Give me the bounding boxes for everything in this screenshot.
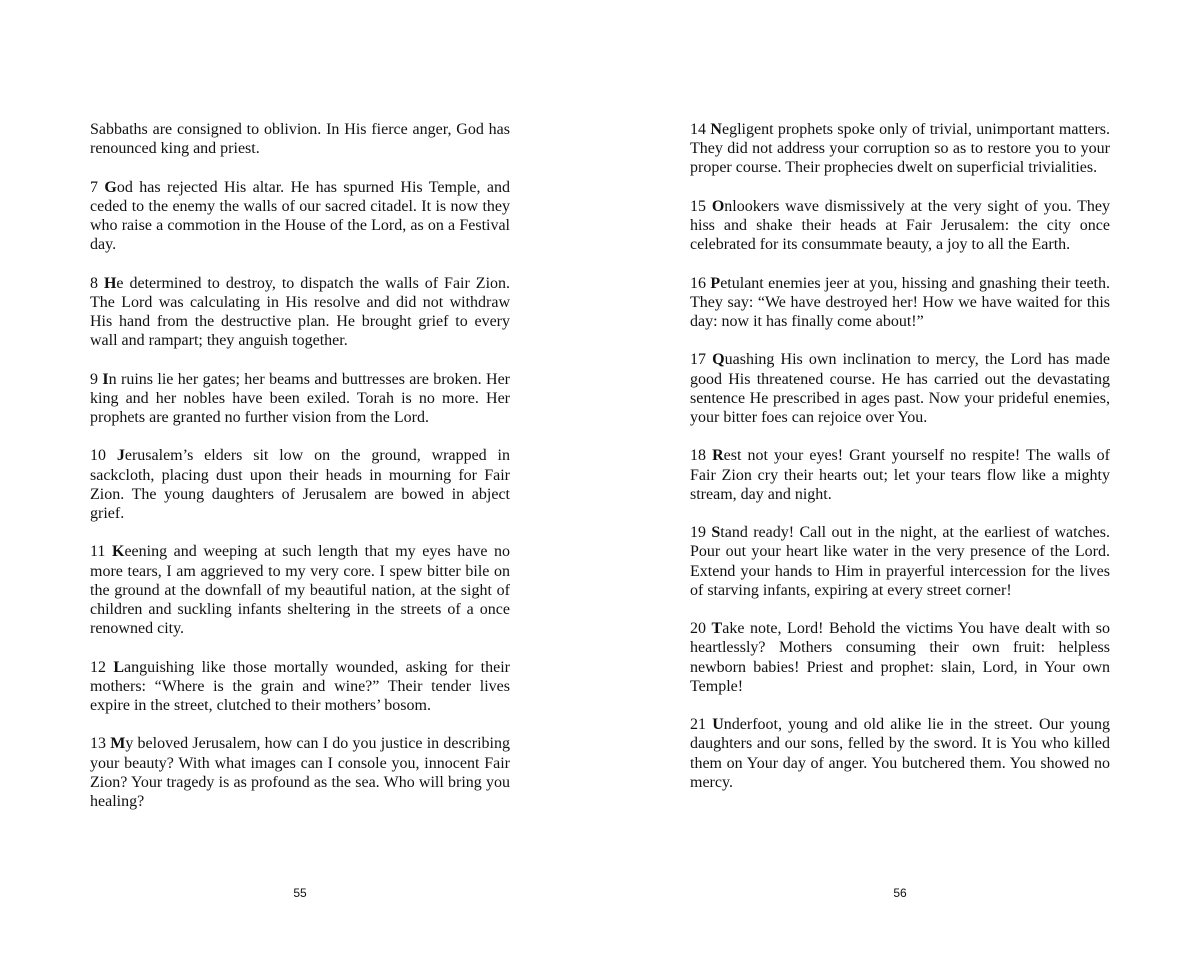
paragraph <box>90 120 510 158</box>
verse-11 <box>90 542 510 638</box>
verse-14 <box>690 120 1110 178</box>
verse-initial: T <box>711 620 723 638</box>
verse-number: 18 <box>690 447 706 465</box>
verse-number: 11 <box>90 543 106 561</box>
verse-number: 15 <box>690 197 706 215</box>
verse-15 <box>690 197 1110 255</box>
verse-18 <box>690 446 1110 504</box>
verse-7 <box>90 178 510 255</box>
verse-initial: U <box>712 716 724 734</box>
verse-21 <box>690 715 1110 792</box>
verse-text: n ruins lie her gates; her beams and buttresses are broken. Her king and her nobles have been exiled. Torah is no more. Her prophets are granted no further vision from the Lord. <box>90 370 511 426</box>
page-number: 56 <box>893 886 907 900</box>
verse-number: 20 <box>690 620 706 638</box>
verse-text: e determined to destroy, to dispatch the walls of Fair Zion. The Lord was calculating in His resolve and did not withdraw His hand from the destructive plan. He brought grief to every wall and rampart; they anguish together. <box>90 274 511 350</box>
verse-text: nderfoot, young and old alike lie in the street. Our young daughters and our sons, felled by the sword. It is You who killed them on Your day of anger. You butchered them. You showed no mercy. <box>690 716 1111 791</box>
verse-19 <box>690 523 1110 600</box>
left-page-text <box>90 120 510 830</box>
verse-number: 13 <box>90 735 106 753</box>
verse-initial: M <box>110 735 126 753</box>
paragraph-text: Sabbaths are consigned to oblivion. In His fierce anger, God has renounced king and priest. <box>90 121 510 158</box>
verse-number: 7 <box>90 178 98 196</box>
verse-text: erusalem’s elders sit low on the ground, wrapped in sackcloth, placing dust upon their heads in mourning for Fair Zion. The young daughters of Jerusalem are bowed in abject grief. <box>90 447 510 522</box>
verse-text: eening and weeping at such length that my eyes have no more tears, I am aggrieved to my very core. I spew bitter bile on the ground at the downfall of my beautiful nation, at the sight of children and suckling infants sheltering in the streets of a once renowned city. <box>90 543 511 638</box>
verse-number: 16 <box>690 274 706 292</box>
verse-initial: R <box>712 447 724 465</box>
verse-initial: I <box>102 370 109 388</box>
right-page-text <box>690 120 1110 811</box>
verse-8 <box>90 274 510 351</box>
verse-text: uashing His own inclination to mercy, the Lord has made good His threatened course. He has carried out the devastating sentence He prescribed in ages past. Now your prideful enemies, your bitter foes can rejoice over You. <box>690 351 1110 426</box>
verse-text: ake note, Lord! Behold the victims You have dealt with so heartlessly? Mothers consuming their own fruit: helpless newborn babies! Priest and prophet: slain, Lord, in Your own Temple! <box>690 620 1110 695</box>
verse-text: tand ready! Call out in the night, at the earliest of watches. Pour out your heart like water in the very presence of the Lord. Extend your hands to Him in prayerful intercession for the lives of starving infants, expiring at every street corner! <box>690 524 1111 599</box>
verse-number: 12 <box>90 658 106 676</box>
verse-20 <box>690 619 1110 696</box>
verse-number: 10 <box>90 447 106 465</box>
verse-text: nlookers wave dismissively at the very sight of you. They hiss and shake their heads at Fair Jerusalem: the city once celebrated for its consummate beauty, a joy to all the Earth. <box>690 197 1110 254</box>
verse-initial: P <box>710 274 721 292</box>
verse-text: est not your eyes! Grant yourself no respite! The walls of Fair Zion cry their hearts out; let your tears flow like a mighty stream, day and night. <box>690 447 1111 503</box>
verse-text: egligent prophets spoke only of trivial, unimportant matters. They did not address your corruption so as to restore you to your proper course. Their prophecies dwelt on superficial trivialities. <box>690 121 1111 177</box>
verse-initial: O <box>711 197 725 215</box>
verse-number: 14 <box>690 121 706 138</box>
verse-number: 19 <box>690 524 706 542</box>
verse-initial: G <box>104 178 117 196</box>
verse-initial: S <box>711 524 721 542</box>
verse-initial: J <box>116 447 125 465</box>
verse-text: y beloved Jerusalem, how can I do you justice in describing your beauty? With what images can I console you, innocent Fair Zion? Your tragedy is as profound as the sea. Who will bring you healing? <box>90 735 511 810</box>
page-number: 55 <box>293 886 307 900</box>
verse-number: 17 <box>690 351 706 369</box>
verse-9 <box>90 370 510 428</box>
right-page <box>600 0 1200 960</box>
verse-initial: N <box>710 121 722 138</box>
verse-text: anguishing like those mortally wounded, asking for their mothers: “Where is the grain and wine?” Their tender lives expire in the street, clutched to their mothers’ bosom. <box>90 658 510 714</box>
verse-number: 21 <box>690 716 706 734</box>
verse-initial: L <box>113 658 125 676</box>
verse-17 <box>690 350 1110 427</box>
verse-number: 8 <box>90 274 98 292</box>
verse-13 <box>90 734 510 811</box>
verse-12 <box>90 658 510 716</box>
verse-initial: H <box>103 274 117 292</box>
verse-initial: K <box>111 543 125 561</box>
verse-number: 9 <box>90 370 98 388</box>
verse-text: etulant enemies jeer at you, hissing and gnashing their teeth. They say: “We have destroyed her! How we have waited for this day: now it has finally come about!” <box>690 274 1111 330</box>
verse-text: od has rejected His altar. He has spurned His Temple, and ceded to the enemy the walls of our sacred citadel. It is now they who raise a commotion in the House of the Lord, as on a Festival day. <box>90 178 510 254</box>
verse-10 <box>90 446 510 523</box>
verse-16 <box>690 274 1110 332</box>
verse-initial: Q <box>712 351 725 369</box>
